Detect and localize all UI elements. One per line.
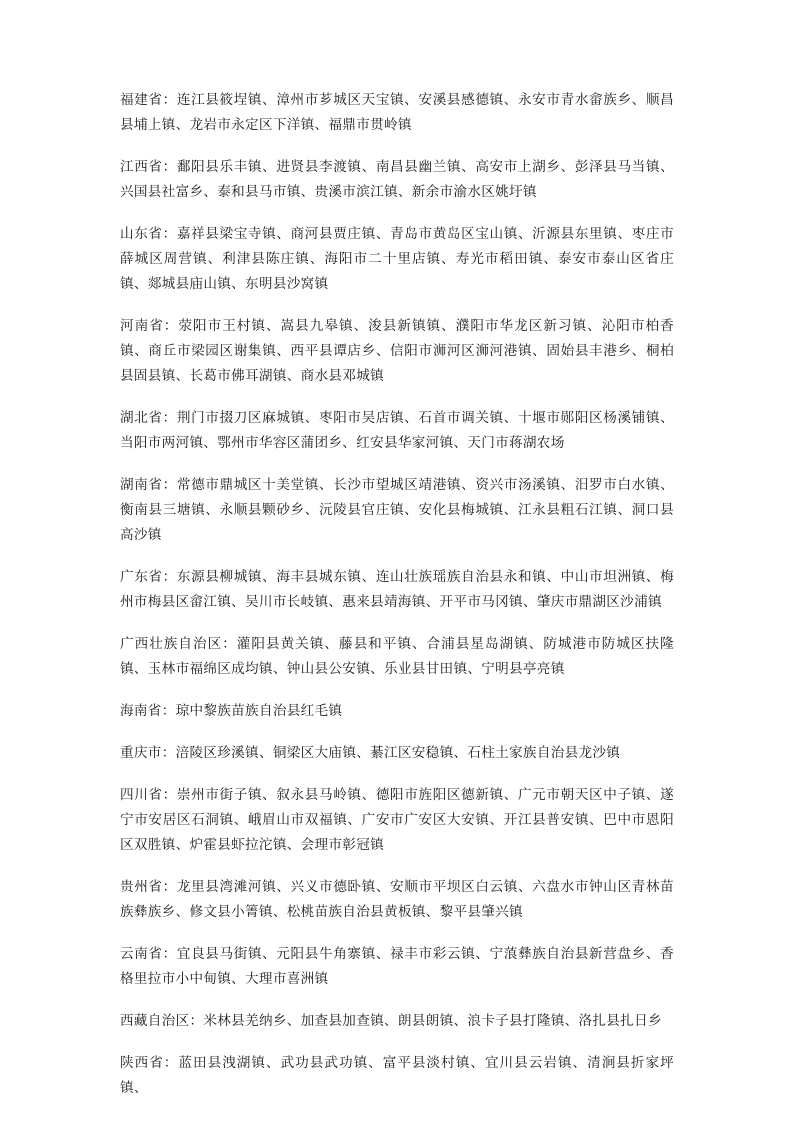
separator: ： xyxy=(163,318,179,334)
province-name: 广东省 xyxy=(120,569,163,585)
town-list: 崇州市街子镇、叙永县马岭镇、德阳市旌阳区德新镇、广元市朝天区中子镇、遂宁市安居区石洞镇、峨眉山市双福镇、广安市广安区大安镇、开江县普安镇、巴中市恩阳区双胜镇、炉霍县虾拉沱镇、会理市彰冠镇 xyxy=(120,787,674,853)
paragraph-hubei xyxy=(120,406,674,456)
paragraph-hainan xyxy=(120,699,674,724)
paragraph-shandong xyxy=(120,222,674,297)
document-body xyxy=(120,88,674,1118)
separator: ： xyxy=(162,879,177,895)
separator: ： xyxy=(162,787,177,803)
province-name: 四川省 xyxy=(120,787,163,803)
separator: ： xyxy=(162,92,177,108)
separator: ： xyxy=(161,703,176,719)
town-list: 灌阳县黄关镇、藤县和平镇、合浦县星岛湖镇、防城港市防城区扶隆镇、玉林市福绵区成均镇、钟山县公安镇、乐业县甘田镇、宁明县亭亮镇 xyxy=(120,636,674,677)
province-name: 福建省 xyxy=(120,92,163,108)
town-list: 龙里县湾滩河镇、兴义市德卧镇、安顺市平坝区白云镇、六盘水市钟山区青林苗族彝族乡、修文县小箐镇、松桃苗族自治县黄板镇、黎平县肇兴镇 xyxy=(120,879,674,920)
paragraph-fujian xyxy=(120,88,674,138)
town-list: 宜良县马街镇、元阳县牛角寨镇、禄丰市彩云镇、宁蒗彝族自治县新营盘乡、香格里拉市小中甸镇、大理市喜洲镇 xyxy=(120,946,674,987)
province-name: 湖北省 xyxy=(120,410,163,426)
separator: ： xyxy=(161,745,176,761)
separator: ： xyxy=(162,946,177,962)
province-name: 西藏自治区 xyxy=(120,1013,190,1029)
town-list: 东源县柳城镇、海丰县城东镇、连山壮族瑶族自治县永和镇、中山市坦洲镇、梅州市梅县区畲江镇、吴川市长岐镇、惠来县靖海镇、开平市马冈镇、肇庆市鼎湖区沙浦镇 xyxy=(120,569,674,610)
province-name: 河南省 xyxy=(120,318,164,334)
separator: ： xyxy=(162,477,177,493)
separator: ： xyxy=(189,1013,204,1029)
province-name: 贵州省 xyxy=(120,879,163,895)
separator: ： xyxy=(162,226,177,242)
town-list: 鄱阳县乐丰镇、进贤县李渡镇、南昌县幽兰镇、高安市上湖乡、彭泽县马当镇、兴国县社富乡、泰和县马市镇、贵溪市滨江镇、新余市渝水区姚圩镇 xyxy=(120,159,674,200)
separator: ： xyxy=(162,569,177,585)
province-name: 云南省 xyxy=(120,946,163,962)
paragraph-jiangxi xyxy=(120,155,674,205)
province-name: 湖南省 xyxy=(120,477,163,493)
paragraph-henan xyxy=(120,314,674,389)
town-list: 荥阳市王村镇、嵩县九皋镇、浚县新镇镇、濮阳市华龙区新习镇、沁阳市柏香镇、商丘市梁园区谢集镇、西平县谭店乡、信阳市浉河区浉河港镇、固始县丰港乡、桐柏县固县镇、长葛市佛耳湖镇、商水县邓城镇 xyxy=(120,318,674,384)
province-name: 重庆市 xyxy=(120,745,162,761)
paragraph-guangdong xyxy=(120,565,674,615)
town-list: 嘉祥县梁宝寺镇、商河县贾庄镇、青岛市黄岛区宝山镇、沂源县东里镇、枣庄市薛城区周营镇、利津县陈庄镇、海阳市二十里店镇、寿光市稻田镇、泰安市泰山区省庄镇、郯城县庙山镇、东明县沙窝镇 xyxy=(120,226,674,292)
province-name: 江西省 xyxy=(120,159,163,175)
town-list: 连江县筱埕镇、漳州市芗城区天宝镇、安溪县感德镇、永安市青水畲族乡、顺昌县埔上镇、龙岩市永定区下洋镇、福鼎市贯岭镇 xyxy=(120,92,674,133)
province-name: 山东省 xyxy=(120,226,163,242)
town-list: 米林县羌纳乡、加查县加查镇、朗县朗镇、浪卡子县打隆镇、洛扎县扎日乡 xyxy=(203,1013,662,1029)
province-name: 陕西省 xyxy=(120,1055,164,1071)
paragraph-guangxi xyxy=(120,632,674,682)
town-list: 荆门市掇刀区麻城镇、枣阳市吴店镇、石首市调关镇、十堰市郧阳区杨溪铺镇、当阳市两河镇、鄂州市华容区蒲团乡、红安县华家河镇、天门市蒋湖农场 xyxy=(120,410,674,451)
province-name: 广西壮族自治区 xyxy=(120,636,223,652)
paragraph-yunnan xyxy=(120,942,674,992)
separator: ： xyxy=(163,1055,179,1071)
separator: ： xyxy=(162,410,177,426)
separator: ： xyxy=(222,636,237,652)
town-list: 琼中黎族苗族自治县红毛镇 xyxy=(175,703,343,719)
paragraph-guizhou xyxy=(120,875,674,925)
paragraph-hunan xyxy=(120,473,674,548)
paragraph-shaanxi xyxy=(120,1051,674,1101)
paragraph-sichuan xyxy=(120,783,674,858)
town-list: 涪陵区珍溪镇、铜梁区大庙镇、綦江区安稳镇、石柱土家族自治县龙沙镇 xyxy=(175,745,621,761)
province-name: 海南省 xyxy=(120,703,162,719)
town-list: 蓝田县洩湖镇、武功县武功镇、富平县淡村镇、宜川县云岩镇、清涧县折家坪镇、 xyxy=(120,1055,674,1096)
separator: ： xyxy=(162,159,177,175)
town-list: 常德市鼎城区十美堂镇、长沙市望城区靖港镇、资兴市汤溪镇、汨罗市白水镇、衡南县三塘镇、永顺县颗砂乡、沅陵县官庄镇、安化县梅城镇、江永县粗石江镇、洞口县高沙镇 xyxy=(120,477,674,543)
paragraph-xizang xyxy=(120,1009,674,1034)
paragraph-chongqing xyxy=(120,741,674,766)
